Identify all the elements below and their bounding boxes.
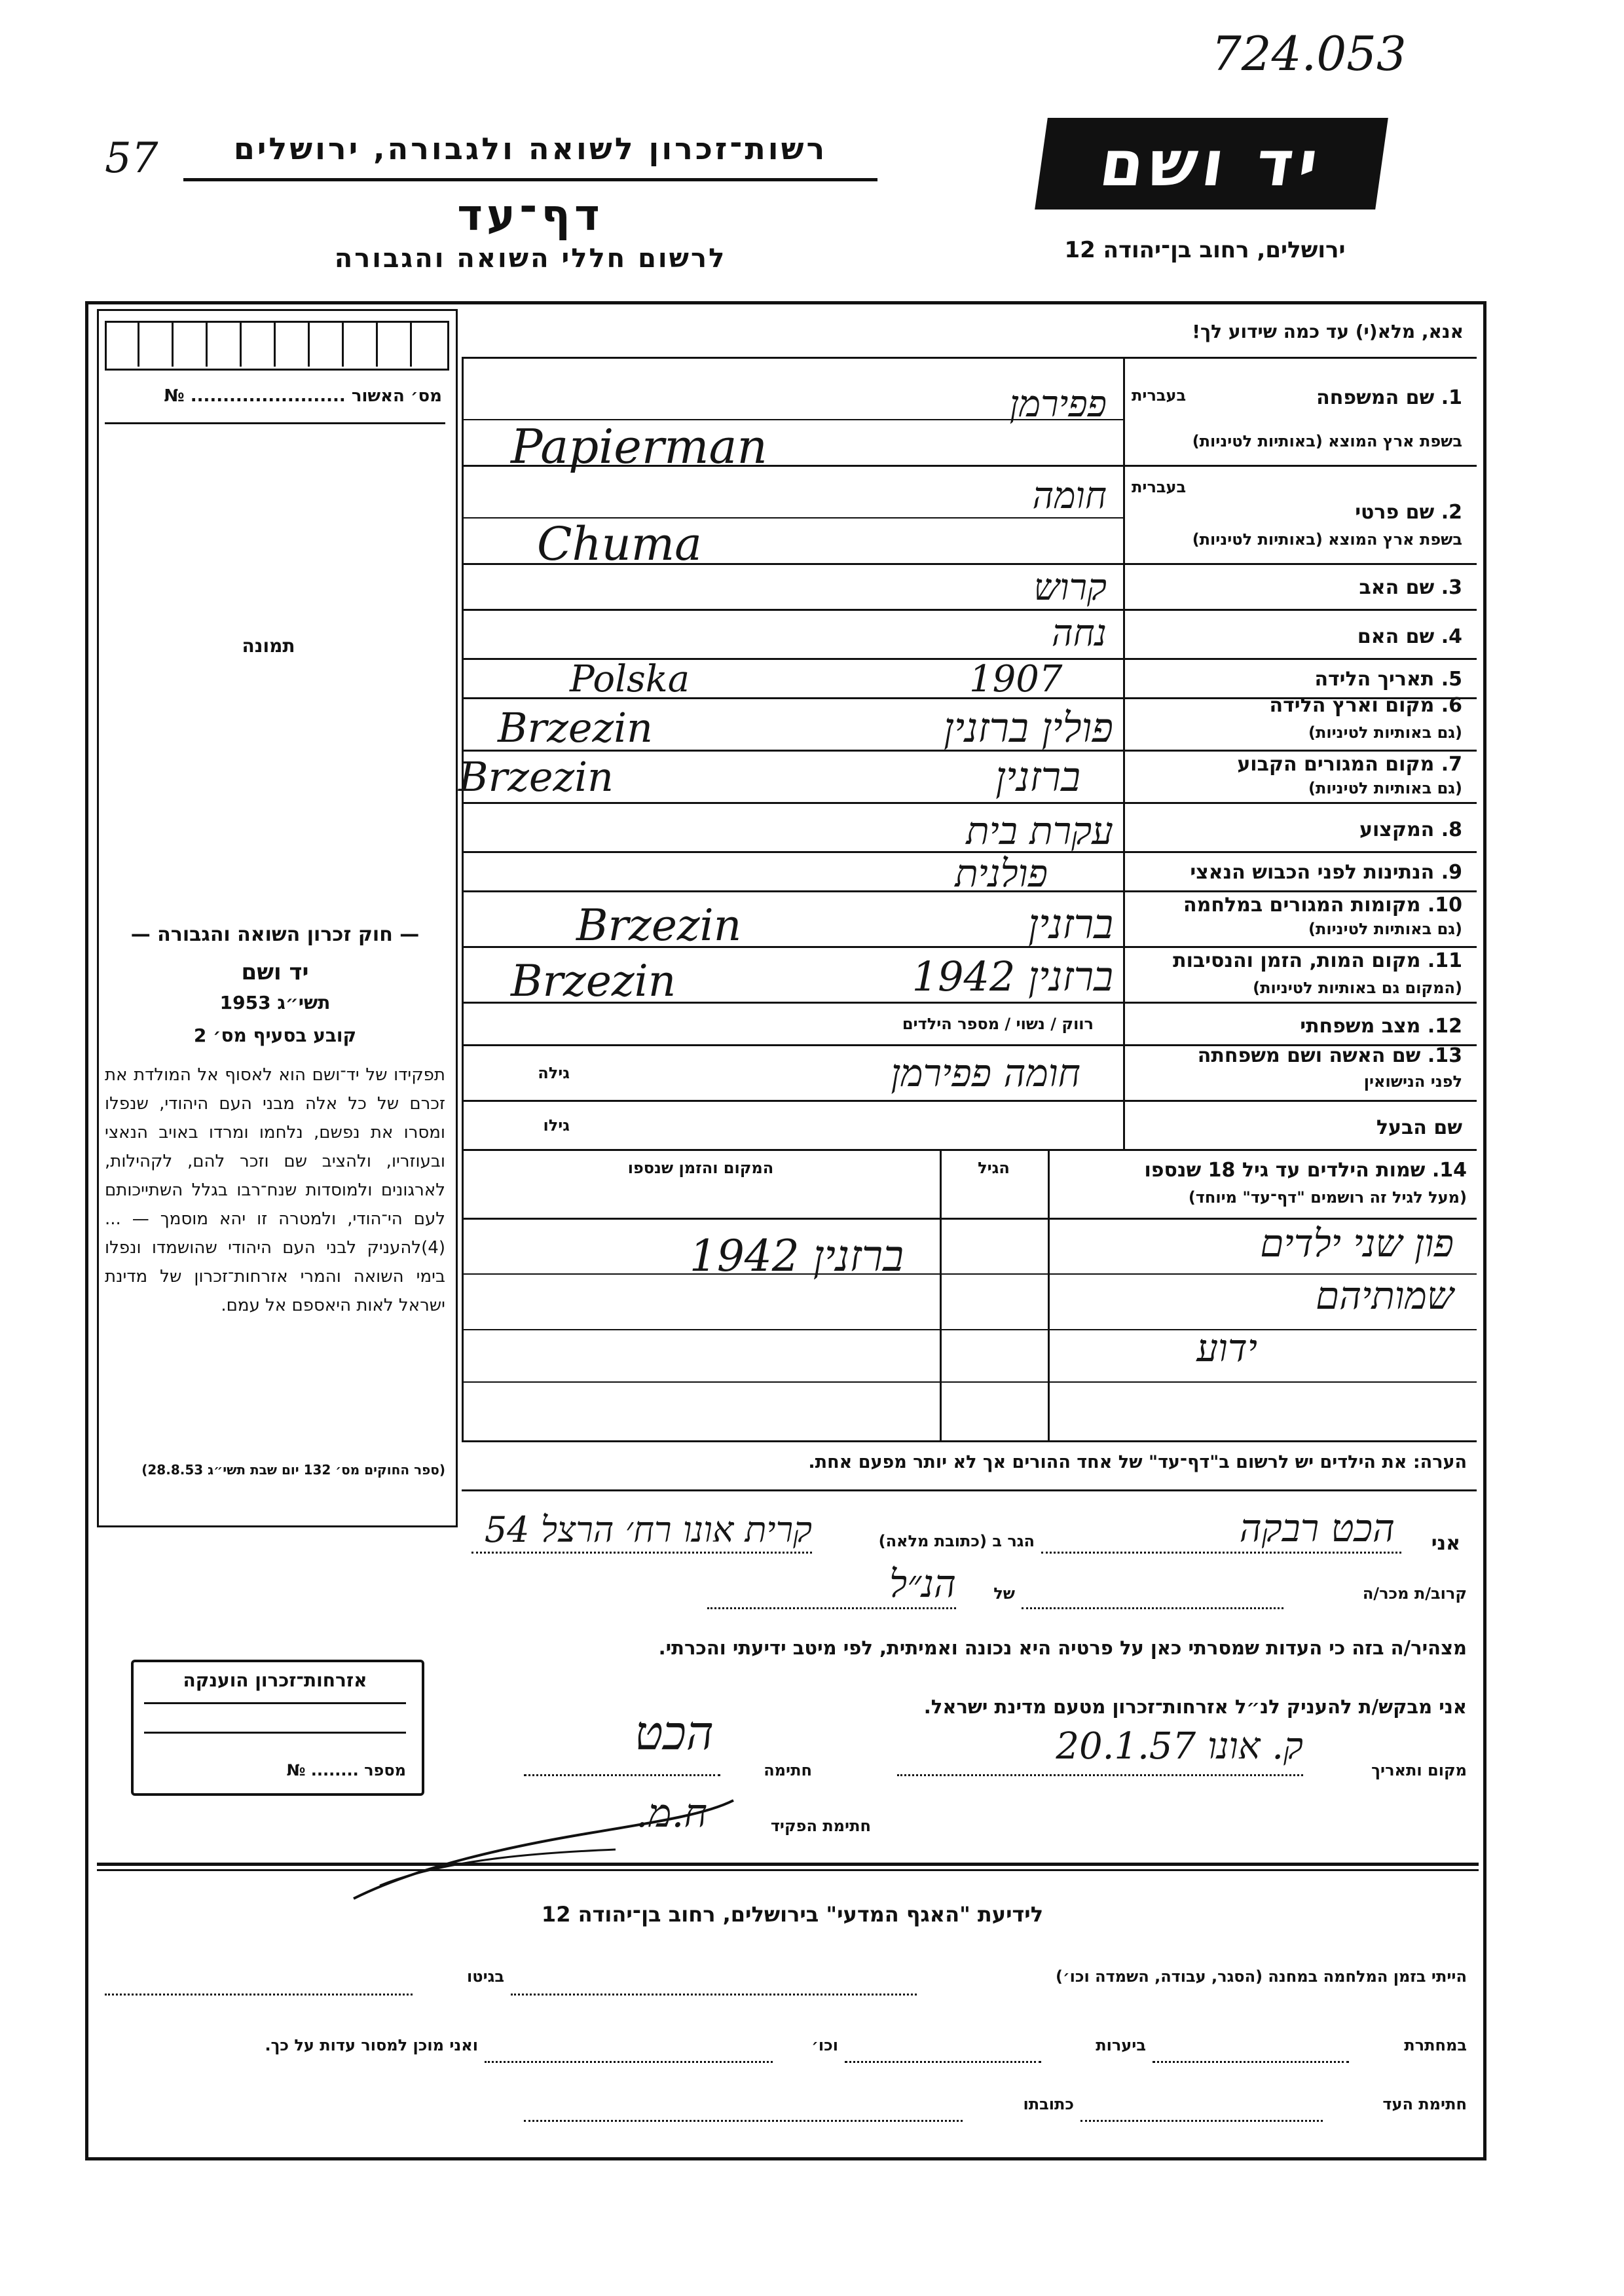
f10-hebrew-value: ברזנין xyxy=(1028,900,1113,948)
children-note: הערה: את הילדים יש לרשום ב"דף־עד" של אחד ההורים אך לא יותר מפעם אחת. xyxy=(808,1452,1467,1472)
f6-hebrew-value: פולין ברזנין xyxy=(944,704,1113,752)
certificate-number: מספר ........ № xyxy=(286,1761,406,1779)
f12-value: רווק / נשוי / מספר הילדים xyxy=(902,1015,1094,1033)
notice-testify-label: ואני מוכן למסור עדות על כך. xyxy=(265,2036,478,2054)
reference-number: 724.053 xyxy=(1211,26,1407,81)
f1-latin-value: Papierman xyxy=(511,419,767,474)
notice-underground-label: במחתרת xyxy=(1404,2036,1467,2054)
law-reference: (ספר החוקים מס׳ 132 יום שבת תשי״ג 28.8.53) xyxy=(141,1462,445,1478)
approval-number: מס׳ האשור ........................ № xyxy=(164,386,442,406)
f1-label: 1. שם המשפחה xyxy=(1316,386,1462,409)
f2-latin-value: Chuma xyxy=(537,517,702,571)
declarant-signature: הכט xyxy=(635,1705,714,1760)
f1-hebrew-value: פפירמן xyxy=(1009,383,1107,426)
f7-hebrew-value: ברזנין xyxy=(995,753,1080,801)
f8-value: עקרת בית xyxy=(966,809,1113,853)
f9-value: פולנית xyxy=(955,851,1048,896)
child-row-1: פון שני ילדים xyxy=(1260,1221,1454,1266)
f11-hebrew-value: ברזנין 1942 xyxy=(912,953,1113,1000)
f7-sub: (גם באותיות לטיניות) xyxy=(1308,779,1462,797)
f3-label: 3. שם האב xyxy=(1359,576,1462,599)
f10-latin-value: Brzezin xyxy=(576,900,742,951)
relation-value: הנ״ל xyxy=(889,1561,956,1606)
intro-instruction: אנא, מלא(י) עד כמה שידוע לך! xyxy=(1192,321,1464,342)
clerk-signature: ח.מ. xyxy=(635,1791,707,1836)
law-text: תפקידו של יד־ושם הוא לאסוף אל המולדת את זכרם של כל אלה מבני העם היהודי, שנפלו ומסרו את נפשם, נלחמו ומרדו באויב הנאצי ובעוזריו, ולהציב שם וזכר להם, לקהילות, לארגונים ולמוסדות שנח־רבו בגלל השתייכותם לעם הי־הודי, ולמטרה זו יהא מוסמך — ...(4)להעניק לבני העם היהודי שהושמדו ונפלו בימי השואה והמרי אזרחות־זכרון של מדינת ישראל לאות היאספם אל עמם. xyxy=(105,1065,445,1315)
f12-label: 12. מצב משפחתי xyxy=(1300,1015,1462,1038)
f6-label: 6. מקום וארץ הלידה xyxy=(1269,694,1462,717)
child-row-3: ידוע xyxy=(1196,1326,1257,1370)
f11-sub: (המקום גם באותיות לטיניות) xyxy=(1253,979,1462,997)
yad-vashem-logo: יד ושם xyxy=(1035,118,1388,210)
photo-placeholder: תמונה xyxy=(242,635,295,657)
f6-sub: (גם באותיות לטיניות) xyxy=(1308,723,1462,742)
certificate-title: אזרחות־זכרון הוענקה xyxy=(183,1669,367,1691)
place-date-label: מקום ותאריך xyxy=(1371,1761,1467,1779)
f2-sub: בשפת ארץ המוצא (באותיות לטיניות) xyxy=(1192,530,1462,549)
signature-flourish xyxy=(341,1787,747,1912)
declarant-ani: אני xyxy=(1431,1532,1460,1555)
notice-forests-label: ביערות xyxy=(1096,2036,1146,2054)
f9-label: 9. הנתינות לפני הכבוש הנאצי xyxy=(1190,861,1462,884)
f8-label: 8. המקצוע xyxy=(1359,818,1462,841)
signature-label: חתימה xyxy=(764,1761,812,1779)
child-row-2: שמותיהם xyxy=(1315,1273,1454,1318)
left-panel xyxy=(97,309,458,1527)
child-place-1: ברזנין 1942 xyxy=(689,1231,904,1281)
notice-title: לידיעת "האגף המדעי" בירושלים, רחוב בן־יהודה 12 xyxy=(541,1902,1044,1927)
header-address: ירושלים, רחוב בן־יהודה 12 xyxy=(1064,237,1346,263)
authority-title: רשות־זכרון לשואה ולגבורה, ירושלים xyxy=(233,131,828,166)
relation-of: של xyxy=(993,1584,1015,1603)
children-sub: (מעל לגיל זה רושמים "דף־עד" מיוחד) xyxy=(1188,1188,1467,1207)
husband-age-label: גילו xyxy=(543,1116,570,1135)
children-place-header: המקום והזמן שנספו xyxy=(627,1159,774,1177)
law-year: תשי״ג 1953 xyxy=(219,992,331,1013)
husband-label: שם הבעל xyxy=(1376,1116,1462,1139)
law-section: קובע בסעיף מס׳ 2 xyxy=(193,1025,357,1046)
f4-label: 4. שם האם xyxy=(1357,625,1462,648)
f6-latin-country: Polska xyxy=(570,658,690,701)
witness-address-label: כתובתו xyxy=(1023,2095,1074,2113)
declaration-statement: מצהיר/ה בזה כי העדות שמסרתי כאן על פרטיה היא נכונה ואמיתית, לפי מיטב ידיעתי והכרתי. xyxy=(658,1637,1467,1659)
code-boxes xyxy=(105,321,449,371)
f5-value: 1907 xyxy=(969,658,1063,701)
f6-latin-city: Brzezin xyxy=(498,704,653,752)
clerk-signature-label: חתימת הפקיד xyxy=(770,1817,871,1835)
f2-hebrew-value: חומה xyxy=(1032,475,1107,517)
f4-value: נחה xyxy=(1051,612,1107,655)
place-date-value: ק. אונו 20.1.57 xyxy=(1056,1725,1303,1768)
f7-label: 7. מקום המגורים הקבוע xyxy=(1237,753,1462,776)
f13-age-label: גילה xyxy=(538,1064,570,1082)
declarant-name: הכט רבקה xyxy=(1239,1506,1395,1550)
handwritten-57: 57 xyxy=(105,134,158,183)
notice-etc-label: וכו׳ xyxy=(811,2036,838,2054)
f11-latin-value: Brzezin xyxy=(511,956,676,1006)
f13-label: 13. שם האשה ושם משפחתה xyxy=(1197,1044,1462,1067)
witness-signature-label: חתימת העד xyxy=(1382,2095,1467,2113)
law-logo: יד ושם xyxy=(241,959,309,985)
authority-underline xyxy=(183,178,877,181)
declarant-resides-label: הגר ב (כתובת מלאה) xyxy=(878,1532,1035,1550)
law-title: — חוק זכרון השואה והגבורה — xyxy=(130,923,420,946)
notice-ghetto-label: בגיטו xyxy=(467,1967,504,1986)
f2-label: 2. שם פרטי xyxy=(1355,501,1462,524)
f13-value: חומה פפירמן xyxy=(891,1051,1080,1095)
relation-label: קרוב/ת מכר/ה xyxy=(1362,1584,1467,1603)
children-label: 14. שמות הילדים עד גיל 18 שנספו xyxy=(1144,1159,1467,1182)
children-age-header: הגיל xyxy=(978,1159,1010,1177)
notice-camp-label: הייתי בזמן המלחמה במחנה (הסגר, עבודה, השמדה וכו׳) xyxy=(1056,1967,1467,1986)
f10-sub: (גם באותיות לטיניות) xyxy=(1308,920,1462,938)
f7-latin-value: Brzezin xyxy=(458,753,614,801)
declarant-address: קרית אונו רח׳ הרצל 54 xyxy=(484,1509,812,1550)
f13-sub: לפני הנישואין xyxy=(1363,1072,1462,1091)
form-subtitle: לרשום חללי השואה והגבורה xyxy=(334,244,727,274)
f5-label: 5. תאריך הלידה xyxy=(1314,668,1462,691)
f11-label: 11. מקום המות, הזמן והנסיבות xyxy=(1173,949,1462,972)
f3-value: קרוש xyxy=(1033,566,1107,609)
form-title: דף־עד xyxy=(457,190,604,240)
f1-sub: בשפת ארץ המוצא (באותיות לטיניות) xyxy=(1192,432,1462,450)
f2-hebrew-tag: בעברית xyxy=(1132,478,1187,496)
citizenship-request: אני מבקש/ת להעניק לנ״ל אזרחות־זכרון מטעם מדינת ישראל. xyxy=(923,1696,1467,1718)
f1-hebrew-tag: בעברית xyxy=(1132,386,1187,405)
f10-label: 10. מקומות המגורים במלחמה xyxy=(1183,894,1462,917)
